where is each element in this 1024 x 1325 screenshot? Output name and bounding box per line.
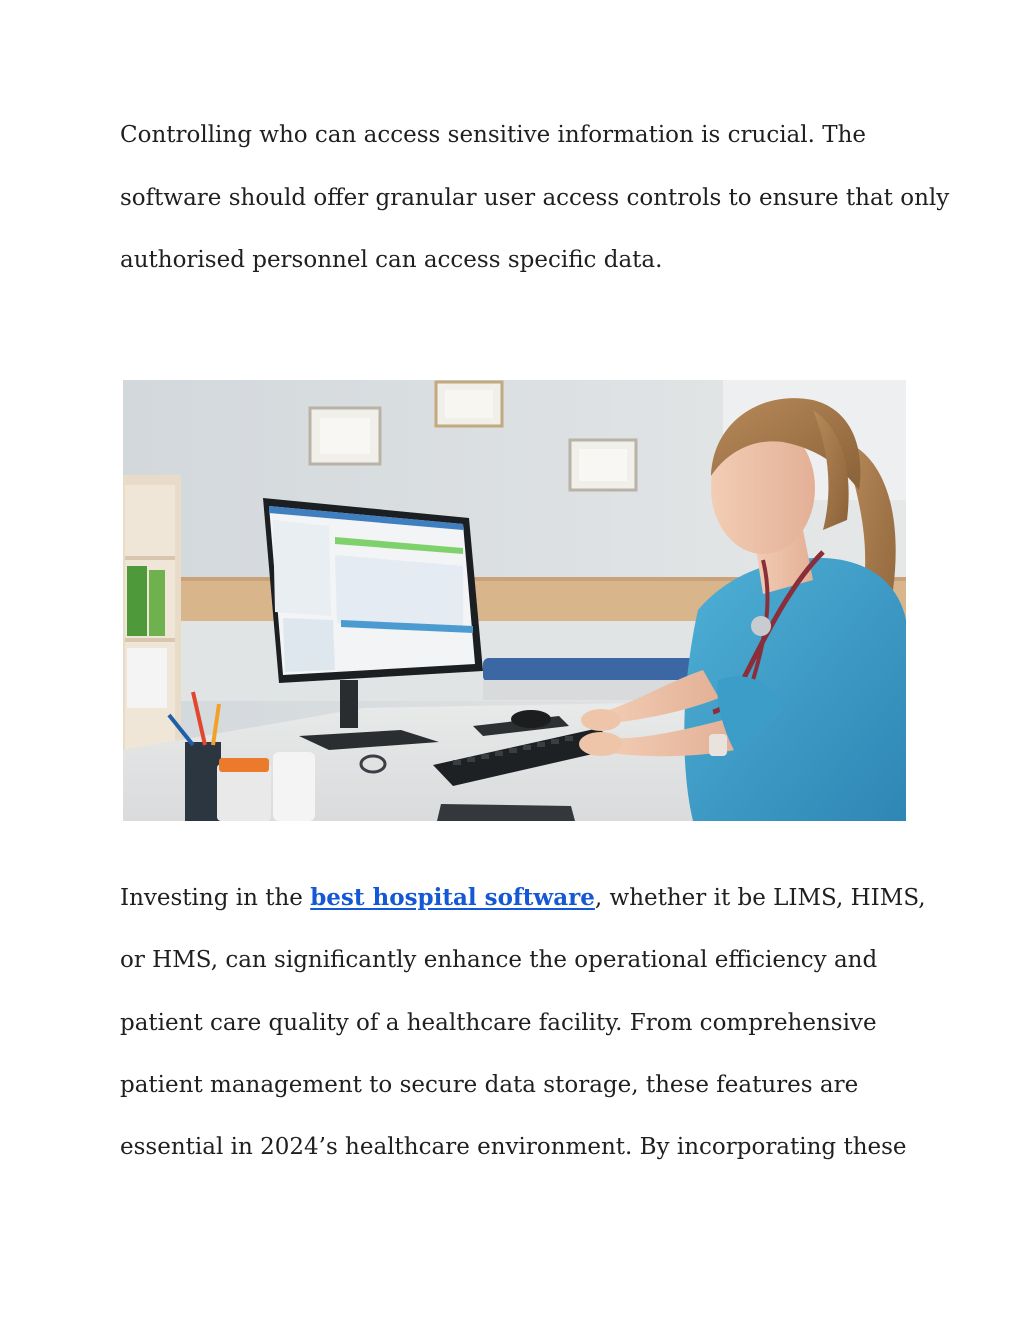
- paragraph-2-line-1-end: , whether it be LIMS, HIMS,: [594, 885, 926, 911]
- paragraph-1-line-2: software should offer granular user access controls to ensure that only: [120, 185, 950, 211]
- paragraph-2-line-5: essential in 2024’s healthcare environment. By incorporating these: [120, 1134, 907, 1160]
- nurse-at-computer-photo: [123, 380, 906, 821]
- paragraph-1-line-1: Controlling who can access sensitive information is crucial. The: [120, 122, 867, 148]
- paragraph-2-line-1-start: Investing in the: [120, 885, 311, 911]
- best-hospital-software-link[interactable]: best hospital software: [310, 884, 595, 911]
- paragraph-1-line-3: authorised personnel can access specific data.: [120, 247, 663, 273]
- paragraph-2-line-4: patient management to secure data storage, these features are: [120, 1072, 859, 1098]
- paragraph-2-line-2: or HMS, can significantly enhance the operational efficiency and: [120, 947, 878, 973]
- paragraph-2-line-3: patient care quality of a healthcare facility. From comprehensive: [120, 1010, 877, 1036]
- paragraph-2-line-1: [120, 883, 926, 913]
